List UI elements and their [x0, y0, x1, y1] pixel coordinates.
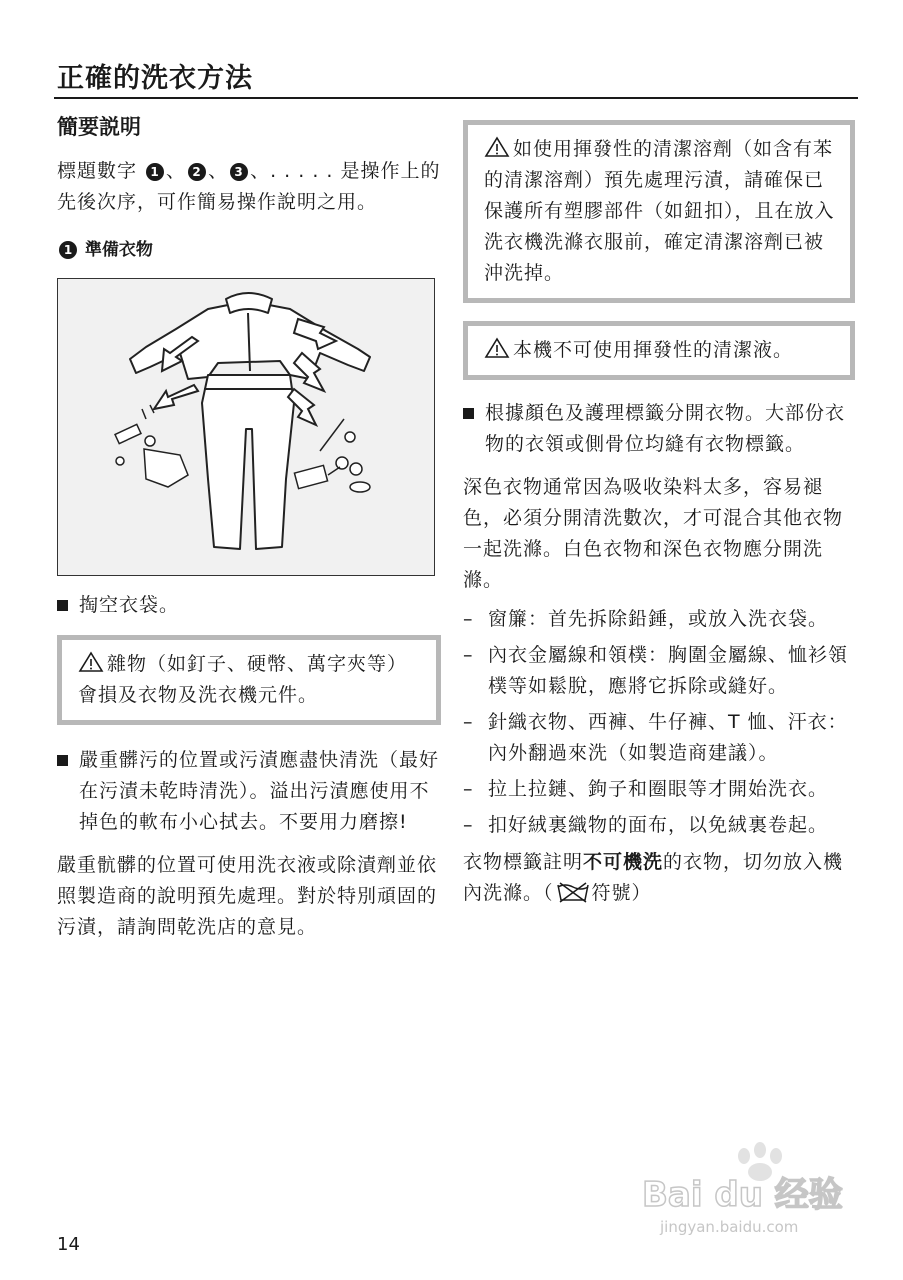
step-number-badge: 1 — [146, 163, 164, 181]
square-bullet-icon — [57, 755, 68, 766]
do-not-wash-icon — [556, 881, 590, 903]
dash-marker: – — [463, 608, 474, 630]
warning-triangle-icon — [78, 651, 104, 673]
dash-item-lining: – 扣好絨裏織物的面布，以免絨裏卷起。 — [463, 810, 855, 841]
title-rule — [54, 97, 858, 99]
clothing-illustration — [57, 278, 435, 576]
dash-marker: – — [463, 814, 474, 836]
list-item-empty-pockets: 掏空衣袋。 — [57, 590, 441, 621]
warning-box-no-volatile: 本機不可使用揮發性的清潔液。 — [463, 321, 855, 380]
square-bullet-icon — [463, 408, 474, 419]
step-number-badge: 1 — [59, 241, 77, 259]
left-column — [57, 112, 441, 943]
pretreat-paragraph: 嚴重骯髒的位置可使用洗衣液或除漬劑並依照製造商的說明預先處理。對於特別頑固的污漬，請詢問乾洗店的意見。 — [57, 854, 438, 938]
clothing-drawing — [58, 279, 434, 575]
section-heading: 簡要説明 — [57, 115, 141, 139]
page-number: 14 — [57, 1234, 80, 1255]
dash-marker: – — [463, 644, 474, 666]
dash-item-underwire: – 內衣金屬線和領樸：胸圍金屬線、恤衫領樸等如鬆脫，應將它拆除或縫好。 — [463, 640, 855, 702]
baidu-jingyan-watermark — [640, 1140, 855, 1240]
intro-paragraph: 標題數字 1 、 2 、 3 、. . . . . 是操作上的先後次序，可作簡易操作說明之用。 — [57, 160, 441, 213]
dash-item-zippers: – 拉上拉鏈、鉤子和圈眼等才開始洗衣。 — [463, 774, 855, 805]
list-item-sort: 根據顏色及護理標籤分開衣物。大部份衣物的衣領或側骨位均縫有衣物標籤。 — [463, 398, 855, 460]
dark-clothes-paragraph: 深色衣物通常因為吸收染料太多，容易褪色，必須分開清洗數次，才可混合其他衣物一起洗滌。白色衣物和深色衣物應分開洗滌。 — [463, 476, 844, 591]
warning-triangle-icon — [484, 337, 510, 359]
watermark-url: jingyan.baidu.com — [660, 1218, 799, 1236]
list-item-stains: 嚴重髒污的位置或污漬應盡快清洗（最好在污漬未乾時清洗）。溢出污漬應使用不掉色的軟布小心拭去。不要用力磨擦! — [57, 745, 441, 838]
step-number-badge: 2 — [188, 163, 206, 181]
care-label-paragraph: 衣物標籤註明不可機洗的衣物，切勿放入機內洗滌。（ 符號） — [463, 851, 844, 904]
dash-marker: – — [463, 778, 474, 800]
warning-box-solvent: 如使用揮發性的清潔溶劑（如含有苯的清潔溶劑）預先處理污漬，請確保已保護所有塑膠部件（如鈕扣），且在放入洗衣機洗滌衣服前，確定清潔溶劑已被沖洗掉。 — [463, 120, 855, 303]
step-number-badge: 3 — [230, 163, 248, 181]
right-column — [463, 120, 855, 909]
warning-triangle-icon — [484, 136, 510, 158]
dash-item-knitwear: – 針織衣物、西褲、牛仔褲、T 恤、汗衣：內外翻過來洗（如製造商建議）。 — [463, 707, 855, 769]
care-bold-text: 不可機洗 — [583, 851, 664, 873]
watermark-brand: Bai du 经验 — [642, 1175, 843, 1215]
page-title: 正確的洗衣方法 — [57, 63, 253, 94]
dash-item-curtains: – 窗簾：首先拆除鉛錘，或放入洗衣袋。 — [463, 604, 855, 635]
step-heading: 1 準備衣物 — [57, 238, 441, 262]
square-bullet-icon — [57, 600, 68, 611]
dash-marker: – — [463, 711, 474, 733]
warning-box-items: 雜物（如釘子、硬幣、萬字夾等）會損及衣物及洗衣機元件。 — [57, 635, 441, 725]
